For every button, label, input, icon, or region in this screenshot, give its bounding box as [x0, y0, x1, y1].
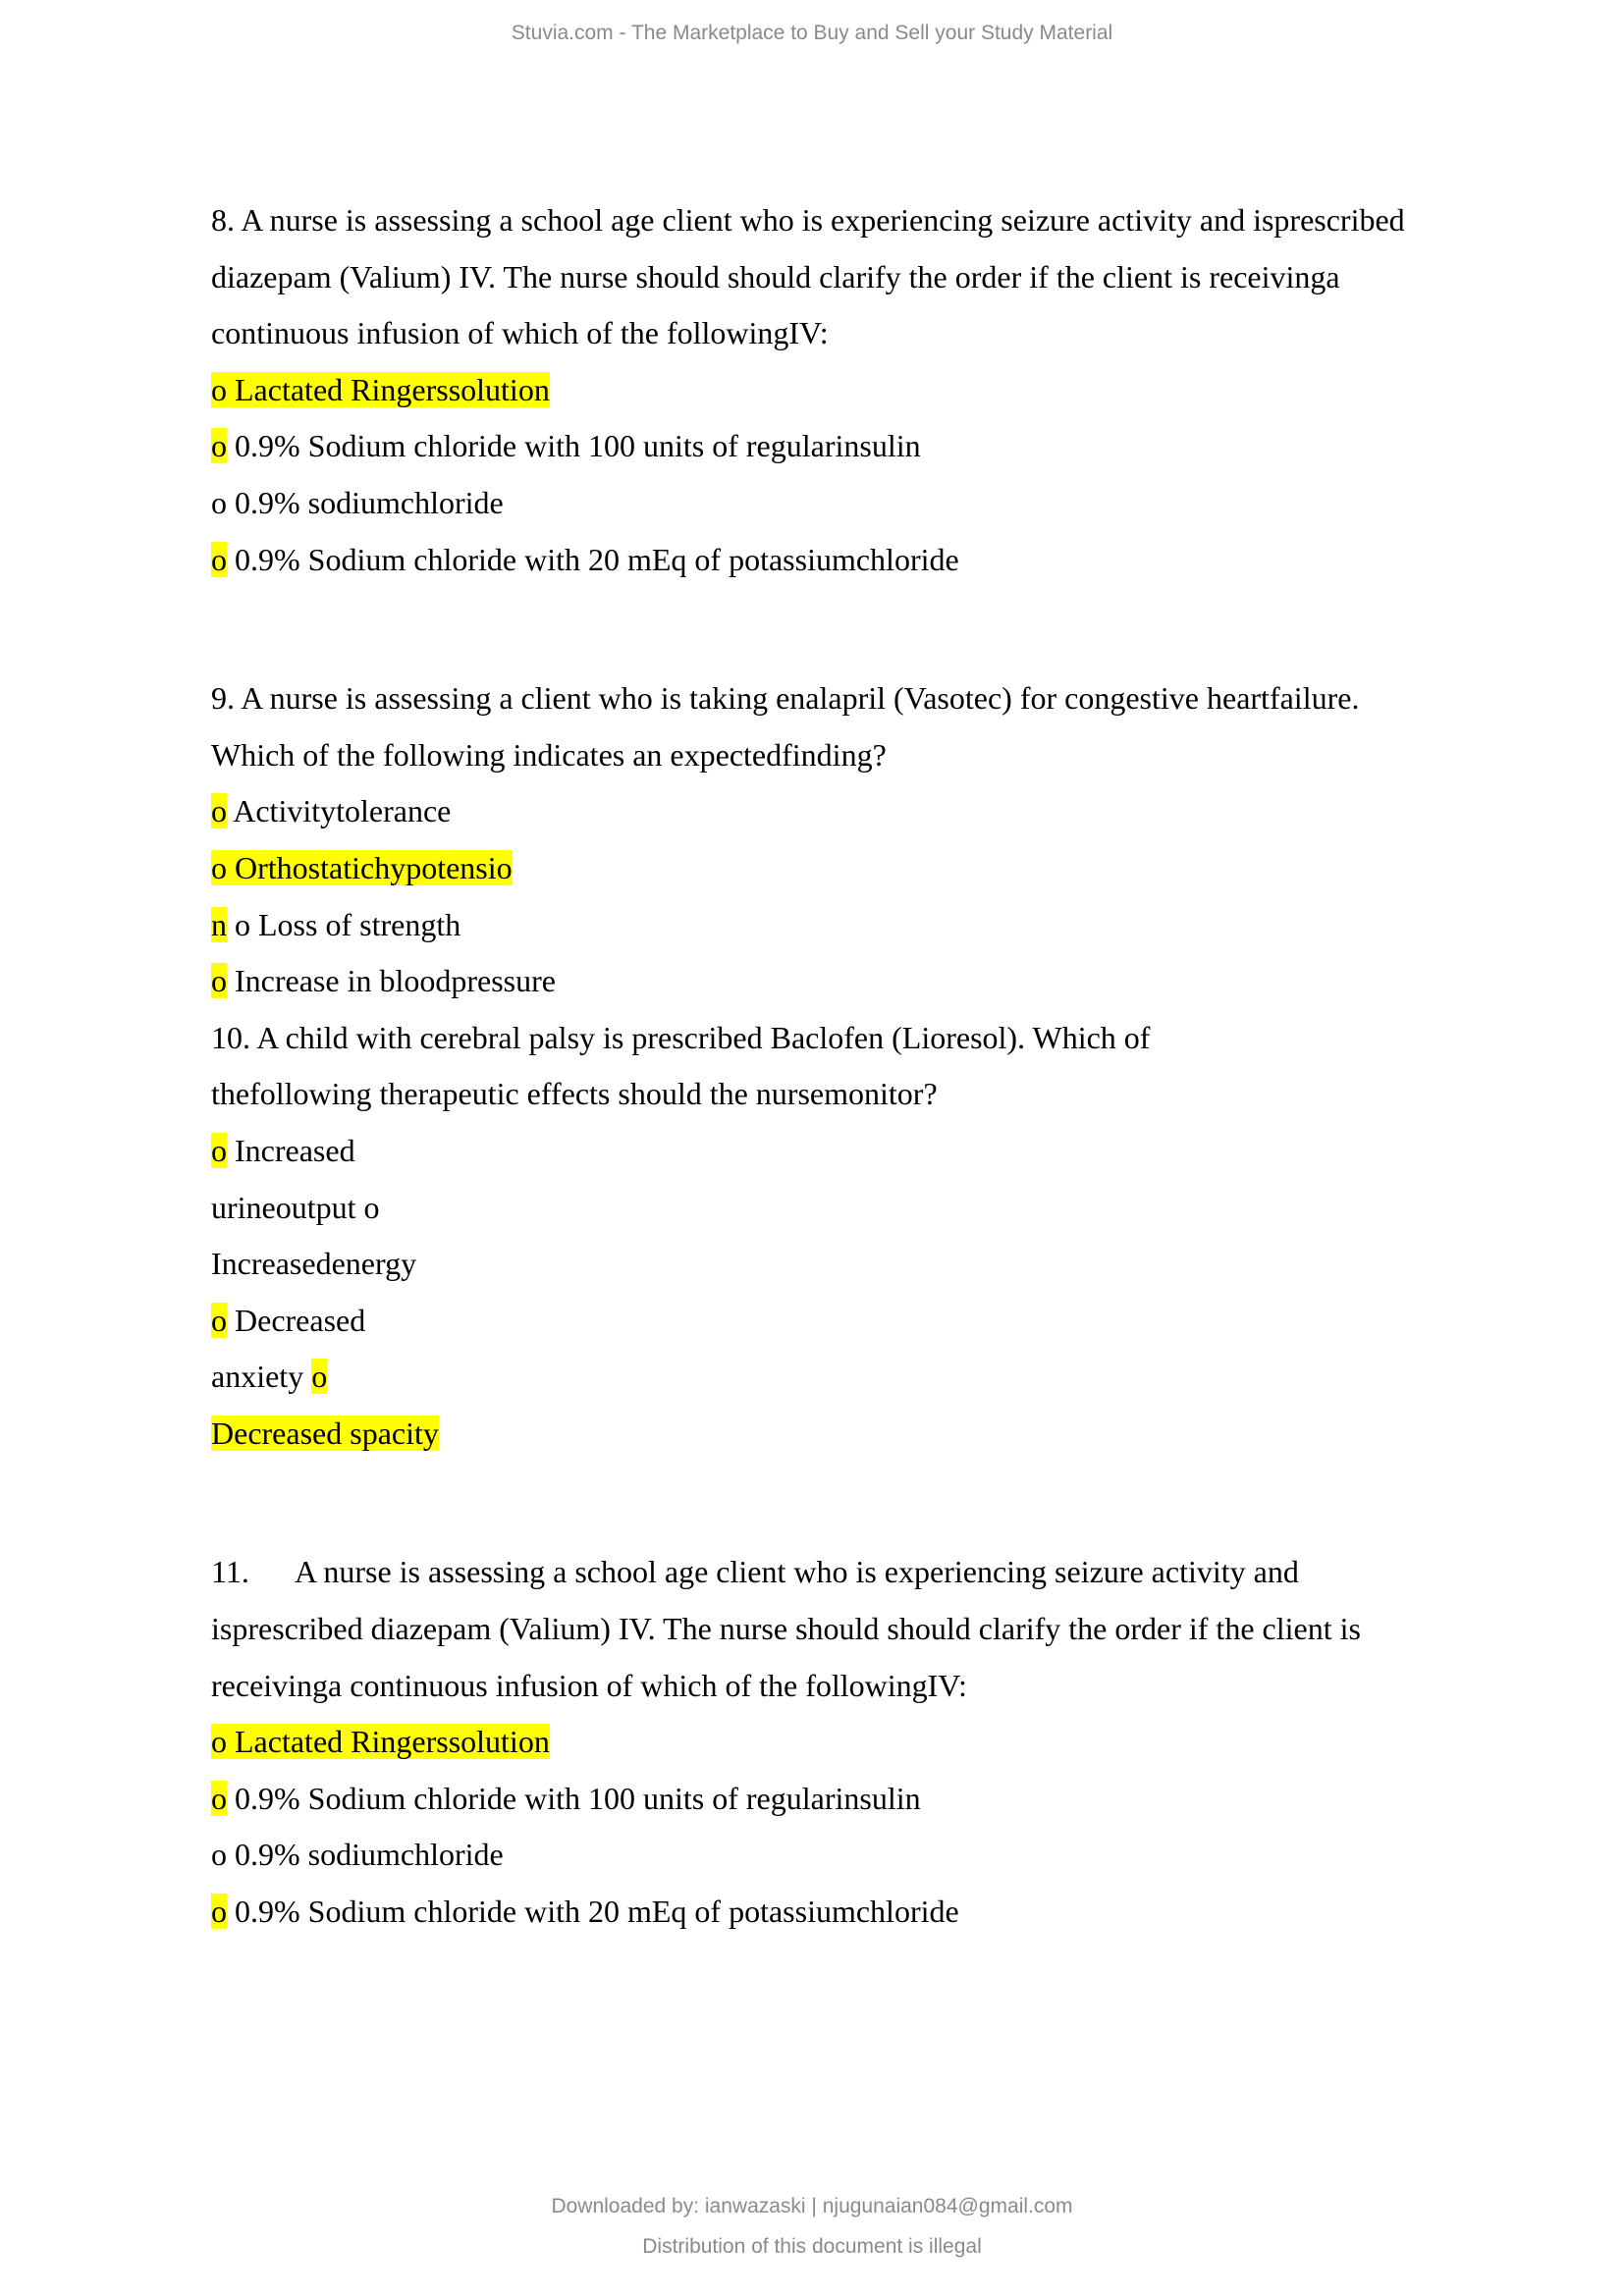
question-9-option-2	[211, 840, 1488, 897]
option-marker: o	[311, 1359, 328, 1395]
question-10-option-line	[211, 1406, 1488, 1463]
question-8-option-1	[211, 362, 1488, 419]
answer-highlight: Decreased spacity	[211, 1415, 439, 1451]
question-11-option-4	[211, 1884, 1488, 1941]
question-9-stem-line: Which of the following indicates an expectedfinding?	[211, 736, 887, 773]
option-text: 0.9% Sodium chloride with 20 mEq of potassiumchloride	[227, 541, 959, 577]
option-text: Decreased	[227, 1302, 366, 1338]
question-11-option-1	[211, 1714, 1488, 1771]
option-text: Activitytolerance	[227, 793, 452, 829]
question-8-stem-line: 8. A nurse is assessing a school age client who is experiencing seizure activity and isprescribed	[211, 202, 1405, 238]
answer-highlight: o Orthostatichypotensio	[211, 849, 513, 885]
answer-highlight: o Lactated Ringerssolution	[211, 1724, 550, 1760]
question-8	[211, 192, 1488, 588]
option-text: 0.9% Sodium chloride with 100 units of regularinsulin	[227, 1780, 921, 1816]
question-stem-text: A nurse is assessing a school age client who is experiencing seizure activity and	[295, 1554, 1299, 1590]
option-text: 0.9% Sodium chloride with 100 units of regularinsulin	[227, 428, 921, 464]
question-9-stem-line: 9. A nurse is assessing a client who is taking enalapril (Vasotec) for congestive heartfailure.	[211, 680, 1360, 717]
option-marker: o	[211, 1302, 227, 1338]
option-text: anxiety	[211, 1359, 312, 1395]
distribution-notice-footer: Distribution of this document is illegal	[642, 2235, 982, 2258]
option-marker: o	[211, 1894, 227, 1930]
question-10-stem-line: thefollowing therapeutic effects should the nursemonitor?	[211, 1076, 938, 1112]
question-10-option-line: urineoutput o	[211, 1189, 380, 1225]
option-marker: o	[211, 541, 227, 577]
question-9-option-1	[211, 783, 1488, 840]
option-text: Increase in bloodpressure	[227, 963, 556, 999]
option-marker: o	[211, 963, 227, 999]
question-8-stem-line: continuous infusion of which of the followingIV:	[211, 315, 829, 351]
question-10-option-line	[211, 1293, 1488, 1350]
watermark-header: Stuvia.com - The Marketplace to Buy and Sell your Study Material	[511, 22, 1113, 44]
option-text: 0.9% Sodium chloride with 20 mEq of potassiumchloride	[227, 1894, 959, 1930]
question-8-option-4	[211, 532, 1488, 589]
question-11-stem-line	[211, 1544, 1488, 1601]
question-10-stem-line: 10. A child with cerebral palsy is prescribed Baclofen (Lioresol). Which of	[211, 1019, 1151, 1055]
question-number: 11.	[211, 1554, 249, 1590]
spacer	[211, 1462, 1488, 1544]
question-11-option-2	[211, 1771, 1488, 1828]
question-11-stem-line: isprescribed diazepam (Valium) IV. The nurse should should clarify the order if the client is	[211, 1611, 1361, 1647]
option-marker: o	[211, 1132, 227, 1168]
question-8-stem-line: diazepam (Valium) IV. The nurse should should clarify the order if the client is receivinga	[211, 258, 1340, 294]
answer-highlight: o Lactated Ringerssolution	[211, 371, 550, 407]
question-11-stem-line: receivinga continuous infusion of which of the followingIV:	[211, 1667, 967, 1703]
question-11	[211, 1544, 1488, 1940]
downloaded-by-footer: Downloaded by: ianwazaski | njugunaian084@gmail.com	[551, 2195, 1073, 2217]
option-text: Increased	[227, 1132, 355, 1168]
option-marker: o	[211, 793, 227, 829]
question-8-option-3: o 0.9% sodiumchloride	[211, 484, 504, 520]
question-10-option-line	[211, 1123, 1488, 1180]
option-text: o Loss of strength	[227, 906, 461, 942]
question-9-option-3	[211, 897, 1488, 954]
question-9	[211, 670, 1488, 1010]
document-body	[211, 192, 1488, 1941]
question-10	[211, 1010, 1488, 1463]
option-marker: o	[211, 428, 227, 464]
question-10-option-line: Increasedenergy	[211, 1246, 417, 1282]
option-marker: n	[211, 906, 227, 942]
question-11-option-3: o 0.9% sodiumchloride	[211, 1837, 504, 1873]
question-9-option-4	[211, 953, 1488, 1010]
option-marker: o	[211, 1780, 227, 1816]
question-8-option-2	[211, 418, 1488, 475]
question-10-option-line	[211, 1349, 1488, 1406]
spacer	[211, 588, 1488, 670]
